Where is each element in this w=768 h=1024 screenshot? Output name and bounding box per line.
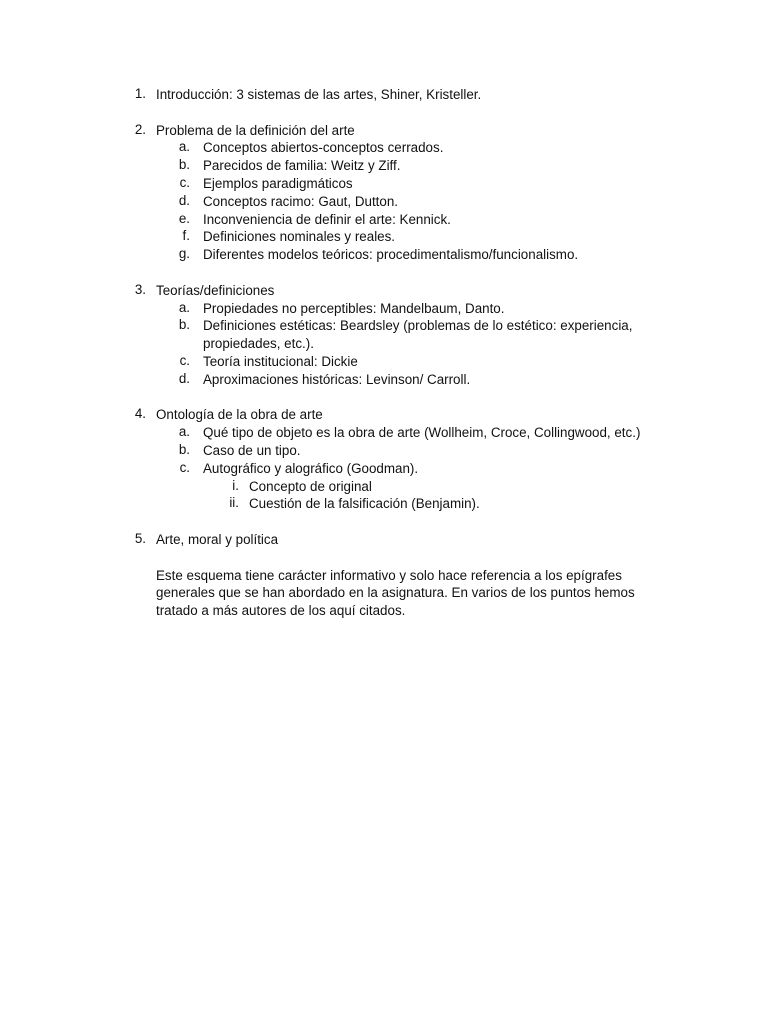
- item-text: Conceptos abiertos-conceptos cerrados.: [203, 140, 444, 156]
- item-marker: a.: [178, 424, 190, 440]
- sub-item-2a: [0, 139, 768, 157]
- sub-item-4a: [0, 424, 768, 442]
- item-text: Concepto de original: [249, 478, 372, 494]
- sub-item-2f: [0, 228, 768, 246]
- item-text: Inconveniencia de definir el arte: Kennick.: [203, 211, 451, 227]
- item-text: Arte, moral y política: [156, 531, 279, 547]
- item-marker: 3.: [134, 281, 146, 297]
- sub-sub-item-4c-ii: [0, 495, 768, 513]
- item-text: Definiciones estéticas: Beardsley (problemas de lo estético: experiencia, propiedades, etc.).: [203, 318, 633, 352]
- item-marker: b.: [178, 157, 190, 173]
- item-text: Diferentes modelos teóricos: procedimentalismo/funcionalismo.: [203, 247, 579, 263]
- item-text: Problema de la definición del arte: [156, 122, 355, 138]
- outline-section-3: [0, 282, 768, 389]
- outline-item-1: [0, 86, 768, 104]
- item-marker: ii.: [229, 495, 239, 511]
- item-marker: c.: [179, 459, 190, 475]
- item-marker: 2.: [134, 121, 146, 137]
- item-text: Parecidos de familia: Weitz y Ziff.: [203, 158, 401, 174]
- outline-section-2: [0, 122, 768, 264]
- item-text: Cuestión de la falsificación (Benjamin).: [249, 496, 480, 512]
- item-marker: c.: [179, 352, 190, 368]
- item-text: Autográfico y alográfico (Goodman).: [203, 460, 419, 476]
- item-marker: c.: [179, 174, 190, 190]
- item-marker: b.: [178, 441, 190, 457]
- item-text: Propiedades no perceptibles: Mandelbaum, Danto.: [203, 300, 505, 316]
- sub-item-3c: [0, 353, 768, 371]
- item-text: Teoría institucional: Dickie: [203, 353, 358, 369]
- sub-item-2d: [0, 193, 768, 211]
- sub-item-4c: [0, 460, 768, 478]
- sub-item-3b: [0, 317, 768, 353]
- item-text: Introducción: 3 sistemas de las artes, Shiner, Kristeller.: [156, 87, 482, 102]
- item-marker: g.: [178, 246, 190, 262]
- item-marker: i.: [232, 477, 239, 493]
- item-marker: 4.: [134, 406, 146, 422]
- sub-item-2c: [0, 175, 768, 193]
- sub-sub-item-4c-i: [0, 478, 768, 496]
- sub-item-2b: [0, 157, 768, 175]
- item-marker: b.: [178, 317, 190, 333]
- outline-item-4: [0, 406, 768, 424]
- item-marker: d.: [178, 370, 190, 386]
- sub-item-4b: [0, 442, 768, 460]
- item-text: Aproximaciones históricas: Levinson/ Carroll.: [203, 371, 471, 387]
- item-text: Ontología de la obra de arte: [156, 407, 323, 423]
- outline-item-5: [0, 531, 768, 549]
- sub-item-3a: [0, 300, 768, 318]
- item-marker: e.: [178, 210, 190, 226]
- sub-item-2e: [0, 211, 768, 229]
- outline-section-4: [0, 406, 768, 513]
- item-marker: f.: [182, 228, 190, 244]
- closing-note: Este esquema tiene carácter informativo y solo hace referencia a los epígrafes generales que se han abordado en la asignatura. En varios de los puntos hemos tratado a más autores de los aquí citados.: [156, 567, 635, 619]
- item-marker: 5.: [134, 530, 146, 546]
- outline-section-1: [0, 86, 768, 104]
- item-marker: 1.: [134, 86, 146, 101]
- item-marker: d.: [178, 192, 190, 208]
- item-text: Definiciones nominales y reales.: [203, 229, 396, 245]
- sub-item-2g: [0, 246, 768, 264]
- item-marker: a.: [178, 299, 190, 315]
- document-page: [0, 86, 768, 620]
- item-text: Caso de un tipo.: [203, 442, 301, 458]
- item-text: Ejemplos paradigmáticos: [203, 175, 353, 191]
- outline-section-5: [0, 531, 768, 549]
- outline-item-2: [0, 122, 768, 140]
- item-marker: a.: [178, 139, 190, 155]
- outline-item-3: [0, 282, 768, 300]
- item-text: Qué tipo de objeto es la obra de arte (Wollheim, Croce, Collingwood, etc.): [203, 425, 641, 441]
- sub-item-3d: [0, 371, 768, 389]
- item-text: Teorías/definiciones: [156, 282, 275, 298]
- item-text: Conceptos racimo: Gaut, Dutton.: [203, 193, 399, 209]
